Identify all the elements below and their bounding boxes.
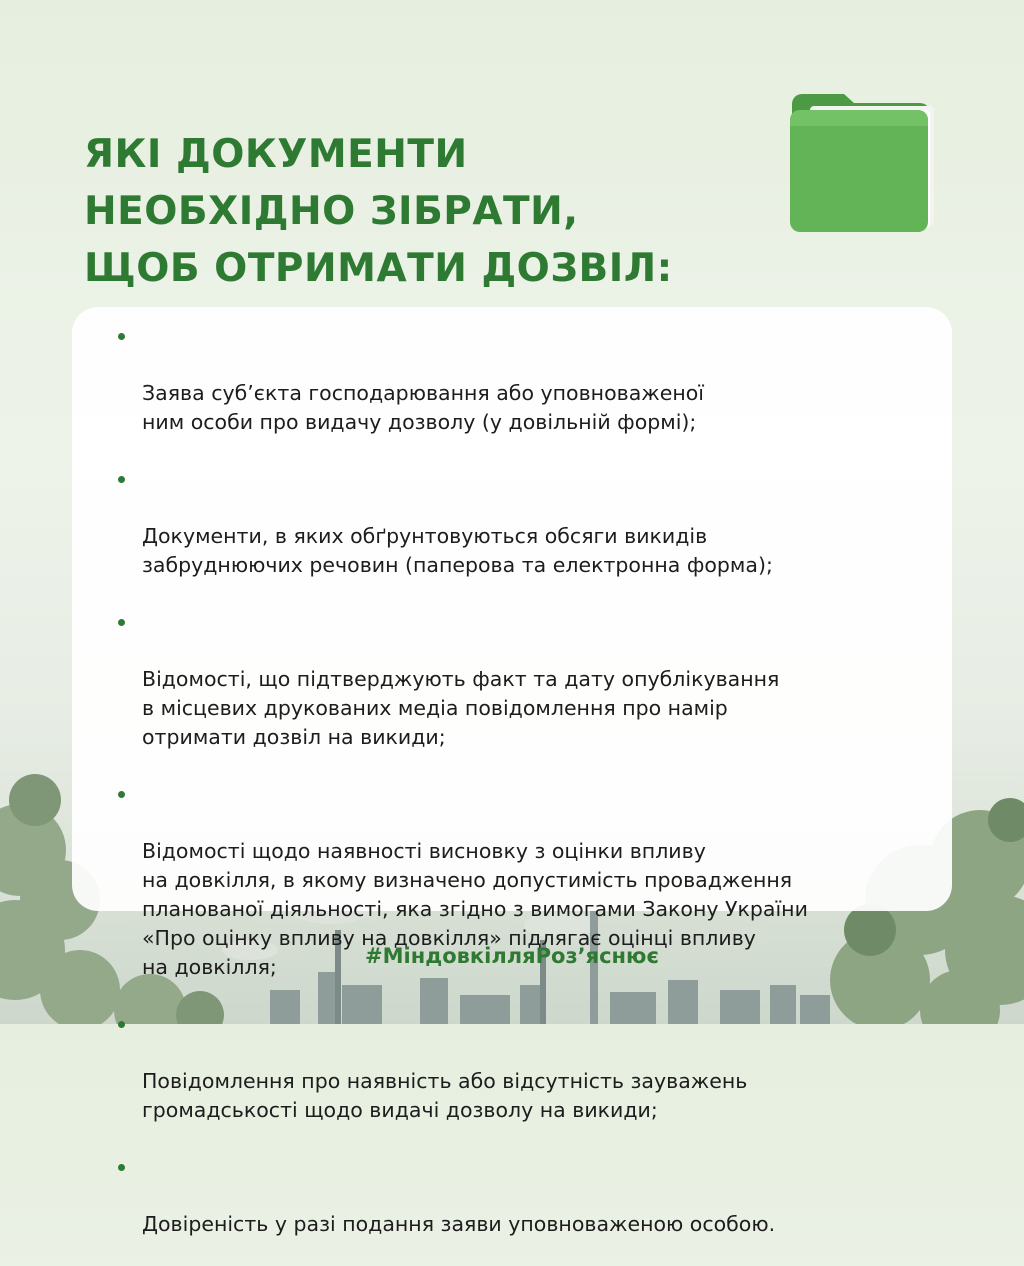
- bullet-dot: [118, 1164, 125, 1171]
- list-item: [118, 464, 918, 580]
- bullet-dot: [118, 333, 125, 340]
- bullet-dot: [118, 791, 125, 798]
- list-item-text: Відомості, що підтверджують факт та дату опублікування в місцевих друкованих медіа повідомлення про намір отримати дозвіл на викиди;: [142, 667, 780, 749]
- bullet-dot: [118, 619, 125, 626]
- page-title: [84, 126, 673, 297]
- list-item: [118, 1152, 918, 1239]
- list-item-text: Довіреність у разі подання заяви уповноваженою особою.: [142, 1212, 776, 1236]
- list-item: [118, 321, 918, 437]
- documents-list: [118, 321, 918, 1266]
- list-item-text: Повідомлення про наявність або відсутність зауважень громадськості щодо видачі дозволу на викиди;: [142, 1069, 748, 1122]
- list-item-text: Відомості щодо наявності висновку з оцінки впливу на довкілля, в якому визначено допустимість провадження планованої діяльності, яка згідно з вимогами Закону України «Про оцінку впливу на довкілля» підлягає оцінці впливу на довкілля;: [142, 839, 808, 979]
- list-item-text: Документи, в яких обґрунтовуються обсяги викидів забруднюючих речовин (паперова та електронна форма);: [142, 524, 773, 577]
- title-line-2: НЕОБХІДНО ЗІБРАТИ,: [84, 189, 579, 234]
- bullet-dot: [118, 1021, 125, 1028]
- title-line-3: ЩОБ ОТРИМАТИ ДОЗВІЛ:: [84, 246, 673, 291]
- hashtag-link[interactable]: #МіндовкілляРоз’яснює: [365, 944, 659, 968]
- folder-icon: [780, 86, 940, 234]
- list-item-text: Заява суб’єкта господарювання або уповноваженої ним особи про видачу дозволу (у довільній формі);: [142, 381, 704, 434]
- list-item: [118, 1009, 918, 1125]
- title-line-1: ЯКІ ДОКУМЕНТИ: [84, 132, 468, 177]
- list-item: [118, 607, 918, 752]
- bullet-dot: [118, 476, 125, 483]
